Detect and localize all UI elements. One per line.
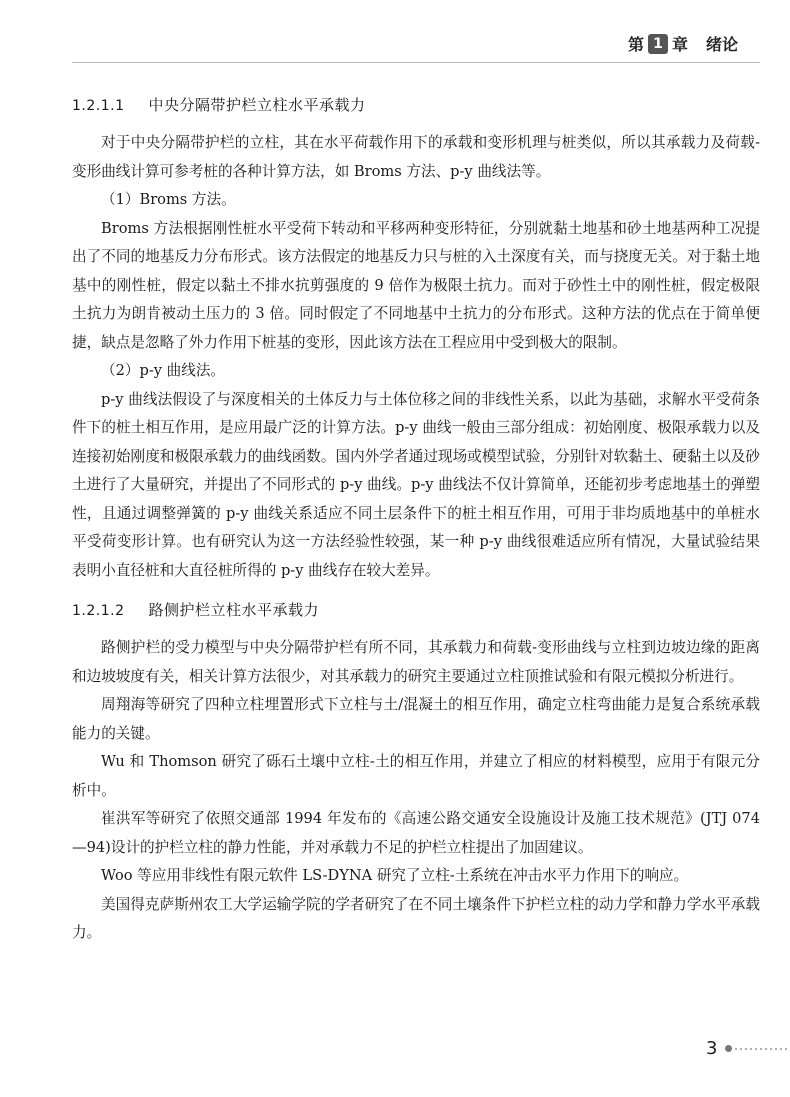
chapter-number-badge: 1: [648, 34, 668, 54]
paragraph: Broms 方法根据刚性桩水平受荷下转动和平移两种变形特征，分别就黏土地基和砂土地基两种工况提出了不同的地基反力分布形式。该方法假定的地基反力只与桩的入土深度有关，而与挠度无关。对于黏土地基中的刚性桩，假定以黏土不排水抗剪强度的 9 倍作为极限土抗力。而对于砂性土中的刚性桩，假定极限土抗力为朗肯被动土压力的 3 倍。同时假定了不同地基中土抗力的分布形式。这种方法的优点在于简单便捷，缺点是忽略了外力作用下桩基的变形，因此该方法在工程应用中受到极大的限制。: [72, 219, 760, 351]
paragraph: 路侧护栏的受力模型与中央分隔带护栏有所不同，其承载力和荷载-变形曲线与立柱到边坡边缘的距离和边坡坡度有关，相关计算方法很少，对其承载力的研究主要通过立柱顶推试验和有限元模拟分析进行。: [72, 639, 760, 685]
page-body: [72, 86, 760, 948]
chapter-suffix: 章: [671, 35, 688, 54]
section-title: 路侧护栏立柱水平承载力: [148, 601, 319, 619]
chapter-title: 绪论: [705, 35, 738, 54]
paragraph: p-y 曲线法假设了与深度相关的土体反力与土体位移之间的非线性关系，以此为基础，求解水平受荷条件下的桩土相互作用，是应用最广泛的计算方法。p-y 曲线一般由三部分组成：初始刚度、极限承载力以及连接初始刚度和极限承载力的曲线函数。国内外学者通过现场或模型试验，分别针对软黏土、硬黏土以及砂土进行了大量研究，并提出了不同形式的 p-y 曲线。p-y 曲线法不仅计算简单，还能初步考虑地基土的弹塑性，且通过调整弹簧的 p-y 曲线关系适应不同土层条件下的桩土相互作用，可用于非均质地基中的单桩水平受荷变形计算。也有研究认为这一方法经验性较强，某一种 p-y 曲线很难适应所有情况，大量试验结果表明小直径桩和大直径桩所得的 p-y 曲线存在较大差异。: [72, 390, 760, 579]
section-number: 1.2.1.2: [72, 603, 125, 619]
paragraph: 对于中央分隔带护栏的立柱，其在水平荷载作用下的承载和变形机理与桩类似，所以其承载力及荷载-变形曲线计算可参考桩的各种计算方法，如 Broms 方法、p-y 曲线法等。: [72, 134, 760, 180]
paragraph: （2）p-y 曲线法。: [101, 362, 226, 379]
paragraph: Woo 等应用非线性有限元软件 LS-DYNA 研究了立柱-土系统在冲击水平力作用下的响应。: [101, 867, 689, 884]
paragraph: 崔洪军等研究了依照交通部 1994 年发布的《高速公路交通安全设施设计及施工技术规范》(JTJ 074—94)设计的护栏立柱的静力性能，并对承载力不足的护栏立柱提出了加固建议。: [72, 810, 760, 856]
page-footer: [706, 1038, 790, 1059]
section-title: 中央分隔带护栏立柱水平承载力: [148, 96, 366, 114]
paragraph: 周翔海等研究了四种立柱埋置形式下立柱与土/混凝土的相互作用，确定立柱弯曲能力是复合系统承载能力的关键。: [72, 696, 760, 742]
paragraph: Wu 和 Thomson 研究了砾石土壤中立柱-土的相互作用，并建立了相应的材料模型，应用于有限元分析中。: [72, 753, 760, 799]
paragraph: （1）Broms 方法。: [101, 191, 236, 208]
section-heading: [72, 593, 760, 628]
chapter-prefix: 第: [627, 35, 644, 54]
paragraph: 美国得克萨斯州农工大学运输学院的学者研究了在不同土壤条件下护栏立柱的动力学和静力学水平承载力。: [72, 895, 760, 941]
section-number: 1.2.1.1: [72, 98, 125, 114]
section-heading: [72, 88, 760, 123]
page-number: 3: [706, 1038, 718, 1059]
footer-dots-decoration: [725, 1045, 790, 1052]
running-header: [628, 32, 738, 55]
header-divider: [72, 62, 760, 63]
